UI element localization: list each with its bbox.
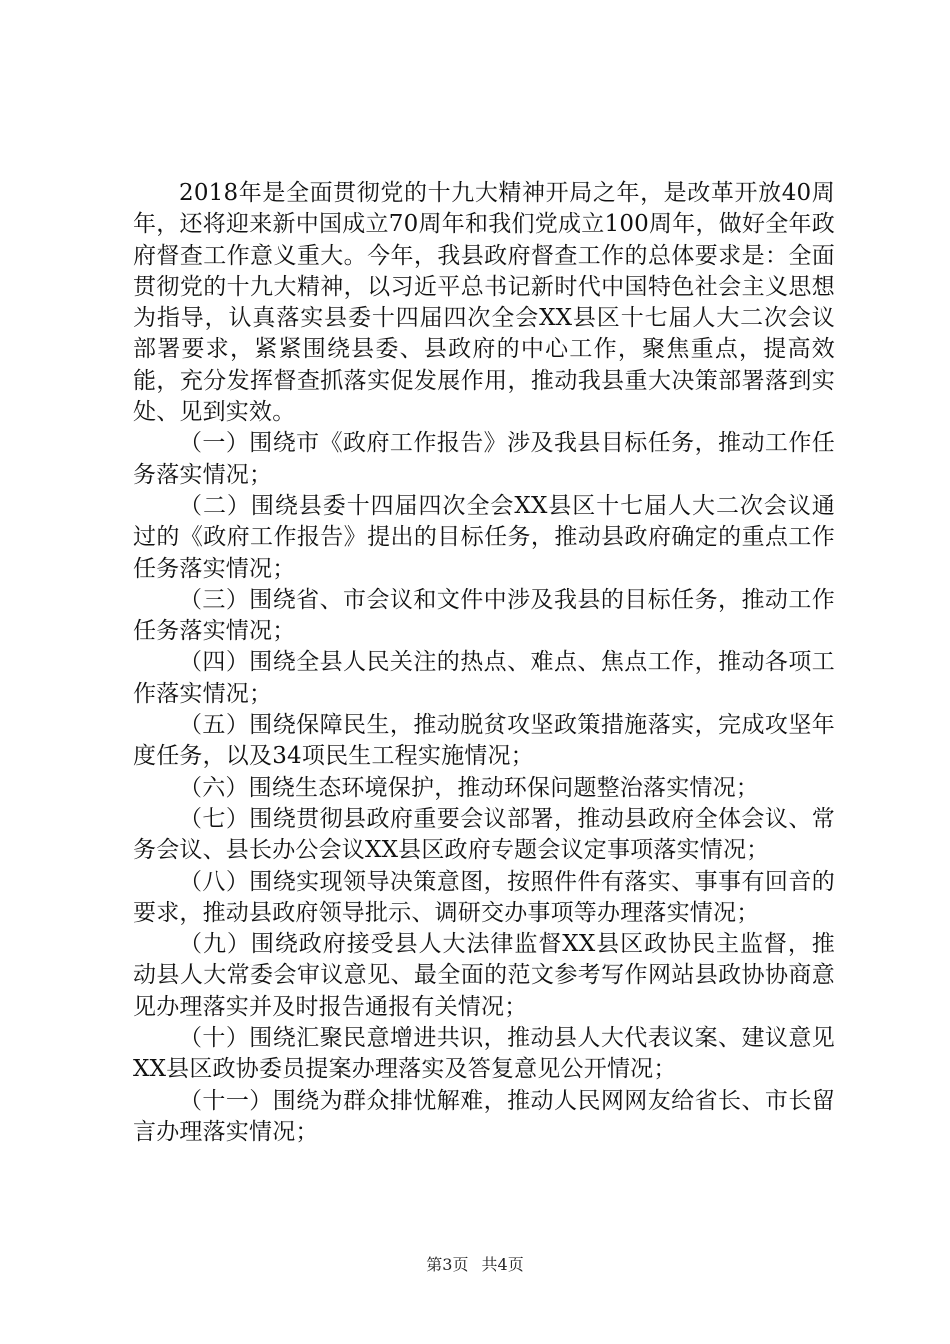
paragraph-item-5: （五）围绕保障民生，推动脱贫攻坚政策措施落实，完成攻坚年度任务，以及34项民生工程实施情况； [133, 712, 835, 770]
paragraph-item-7: （七）围绕贯彻县政府重要会议部署，推动县政府全体会议、常务会议、县长办公会议XX县区政府专题会议定事项落实情况； [133, 805, 835, 864]
document-body [133, 178, 835, 1148]
paragraph-item-3: （三）围绕省、市会议和文件中涉及我县的目标任务，推动工作任务落实情况； [133, 586, 835, 645]
paragraph-item-8: （八）围绕实现领导决策意图，按照件件有落实、事事有回音的要求，推动县政府领导批示、调研交办事项等办理落实情况； [133, 868, 835, 926]
page-footer [0, 1252, 950, 1275]
paragraph-item-10: （十）围绕汇聚民意增进共识，推动县人大代表议案、建议意见XX县区政协委员提案办理落实及答复意见公开情况； [133, 1025, 835, 1083]
page-total: 共4页 [481, 1255, 524, 1274]
paragraph-item-1: （一）围绕市《政府工作报告》涉及我县目标任务，推动工作任务落实情况； [133, 430, 835, 488]
paragraph-item-2: （二）围绕县委十四届四次全会XX县区十七届人大二次会议通过的《政府工作报告》提出的目标任务，推动县政府确定的重点工作任务落实情况； [133, 492, 835, 582]
paragraph-item-9: （九）围绕政府接受县人大法律监督XX县区政协民主监督，推动县人大常委会审议意见、最全面的范文参考写作网站县政协协商意见办理落实并及时报告通报有关情况； [133, 931, 835, 1020]
paragraph-item-6: （六）围绕生态环境保护，推动环保问题整治落实情况； [179, 774, 759, 801]
page-number: 第3页 [426, 1255, 469, 1274]
paragraph-item-11: （十一）围绕为群众排忧解难，推动人民网网友给省长、市长留言办理落实情况； [133, 1087, 835, 1145]
paragraph-item-4: （四）围绕全县人民关注的热点、难点、焦点工作，推动各项工作落实情况； [133, 649, 835, 707]
paragraph-intro: 2018年是全面贯彻党的十九大精神开局之年，是改革开放40周年，还将迎来新中国成立70周年和我们党成立100周年，做好全年政府督查工作意义重大。今年，我县政府督查工作的总体要求是：全面贯彻党的十九大精神，以习近平总书记新时代中国特色社会主义思想为指导，认真落实县委十四届四次全会XX县区十七届人大二次会议部署要求，紧紧围绕县委、县政府的中心工作，聚焦重点，提高效能，充分发挥督查抓落实促发展作用，推动我县重大决策部署落到实处、见到实效。 [133, 180, 835, 426]
